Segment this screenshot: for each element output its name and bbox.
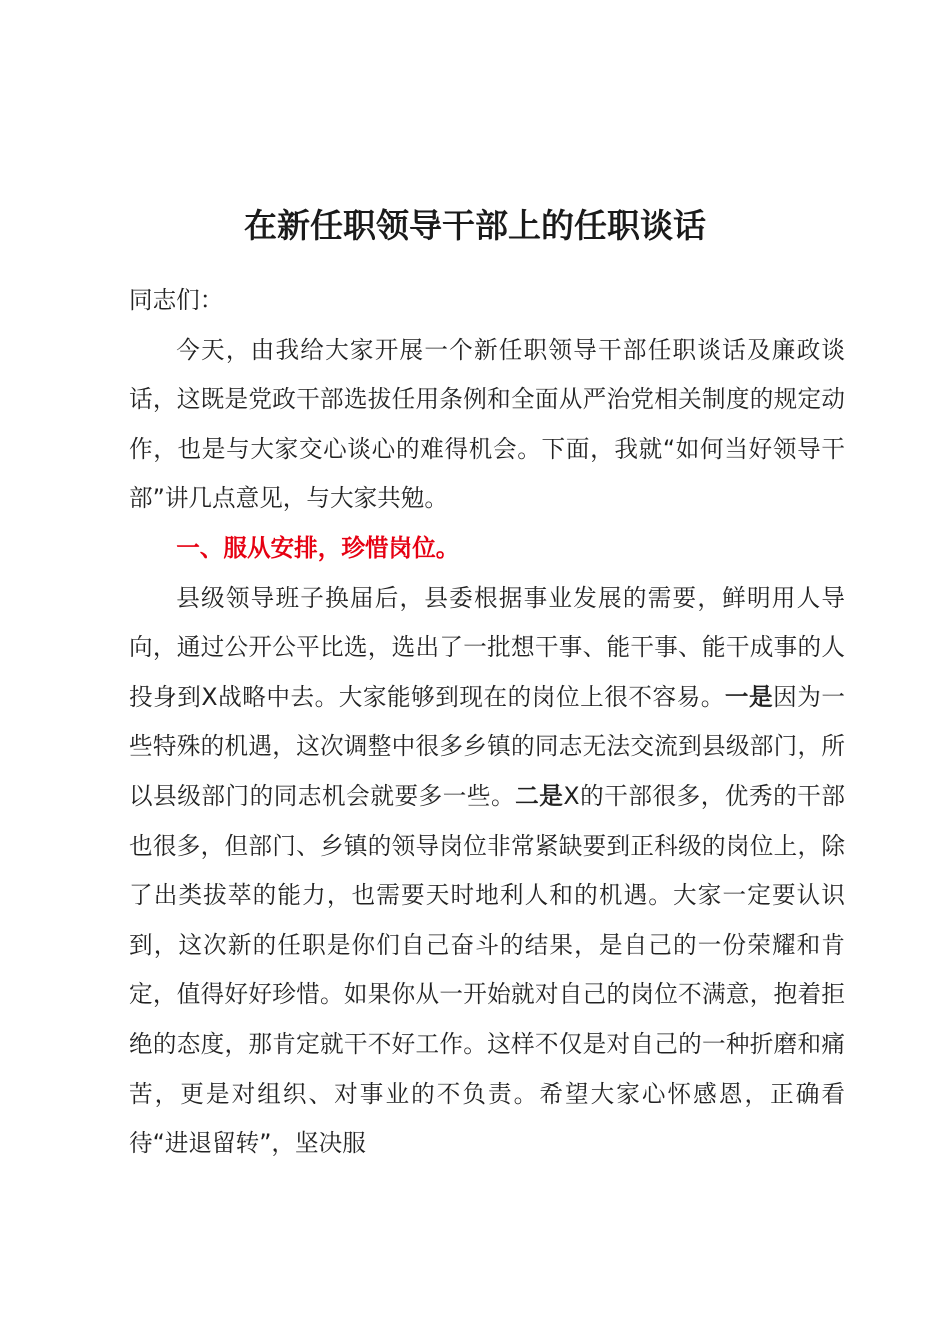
greeting: 同志们： <box>129 286 224 314</box>
section-heading-1: 一、服从安排，珍惜岗位。 <box>176 533 460 562</box>
section-1-paragraph <box>129 574 845 1169</box>
second-point-text: X的干部很多，优秀的干部也很多，但部门、乡镇的领导岗位非常紧缺要到正科级的岗位上，除了出类拔萃的能力，也需要天时地利人和的机遇。大家一定要认识到，这次新的任职是你们自己奋斗的结果，是自己的一份荣耀和肯定，值得好好珍惜。如果你从一开始就对自己的岗位不满意，抱着拒绝的态度，那肯定就干不好工作。这样不仅是对自己的一种折磨和痛苦，更是对组织、对事业的不负责。希望大家心怀感恩，正确看待“进退留转”，坚决服 <box>129 781 846 1158</box>
document-body <box>129 276 845 1169</box>
first-point-text: 因为一些特殊的机遇，这次调整中很多乡镇的同志无法交流到县级部门，所以县级部门的同志机会就要多一些。 <box>129 682 845 810</box>
lead-first-point: 一是 <box>724 682 774 711</box>
intro-paragraph: 今天，由我给大家开展一个新任职领导干部任职谈话及廉政谈话，这既是党政干部选拔任用条例和全面从严治党相关制度的规定动作，也是与大家交心谈心的难得机会。下面，我就“如何当好领导干部”讲几点意见，与大家共勉。 <box>129 335 845 513</box>
section-1-text-a: 县级领导班子换届后，县委根据事业发展的需要，鲜明用人导向，通过公开公平比选，选出了一批想干事、能干事、能干成事的人投身到X战略中去。大家能够到现在的岗位上很不容易。 <box>129 583 845 711</box>
document-title: 在新任职领导干部上的任职谈话 <box>244 206 706 245</box>
lead-second-point: 二是 <box>515 781 564 810</box>
